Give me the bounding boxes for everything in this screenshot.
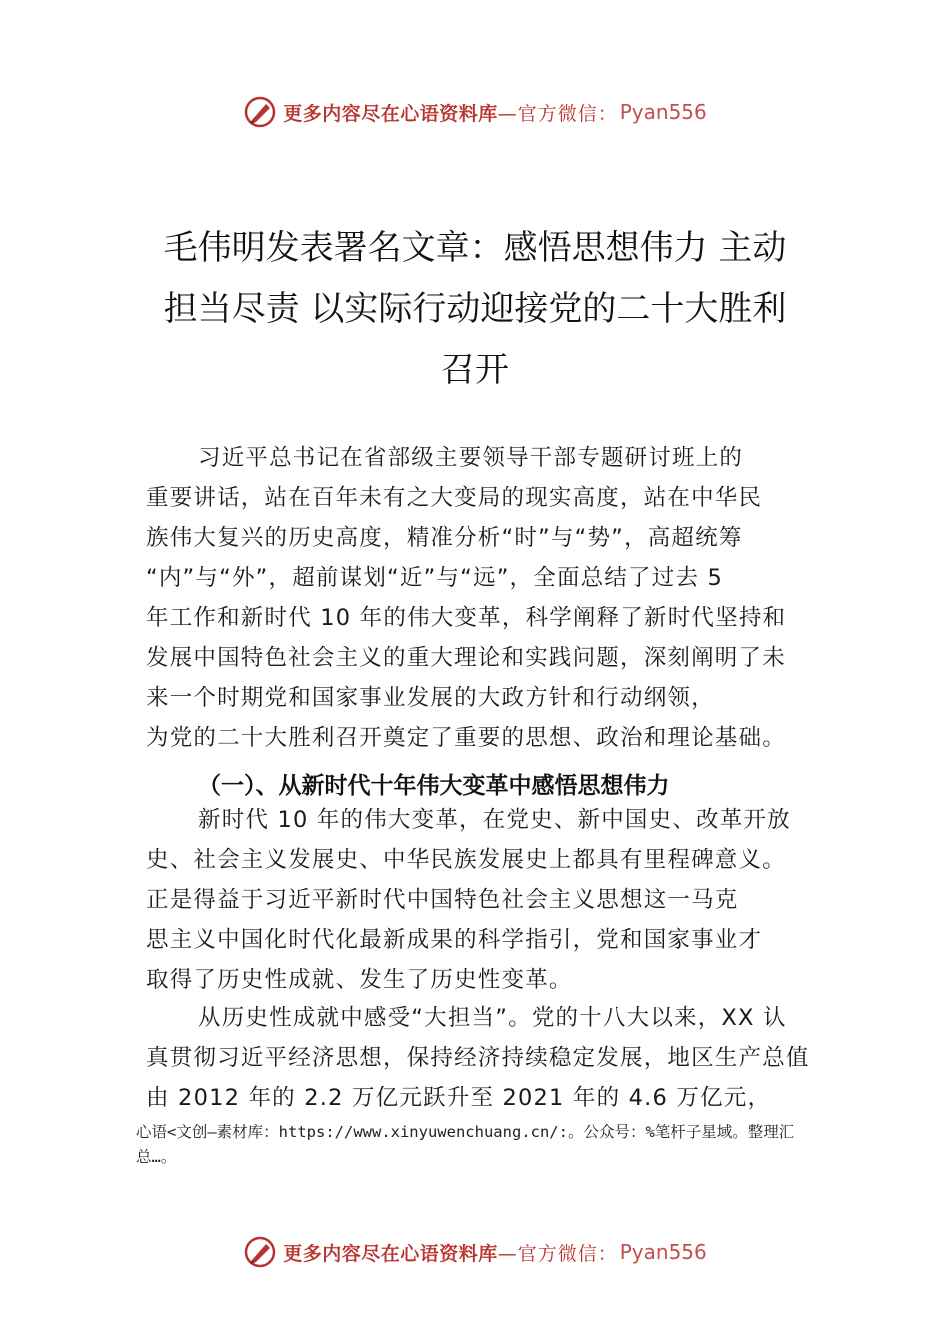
paragraph-line: 习近平总书记在省部级主要领导干部专题研讨班上的 — [198, 445, 744, 471]
source-note-line: 心语<文创—素材库：https://www.xinyuwenchuang.cn/:。公众号：%笔杆子星域。整理汇 — [136, 1123, 795, 1141]
paragraph-line: 重要讲话，站在百年未有之大变局的现实高度，站在中华民 — [146, 485, 763, 511]
banner-wechat-label: —官方微信： — [497, 1242, 618, 1265]
paragraph-line: 为党的二十大胜利召开奠定了重要的思想、政治和理论基础。 — [146, 725, 786, 751]
paragraph-line: 族伟大复兴的历史高度，精准分析“时”与“势”，高超统筹 — [146, 525, 743, 551]
banner-wechat-id: Pyan556 — [619, 1240, 707, 1264]
pen-logo-icon — [243, 1235, 277, 1269]
paragraph-line: 真贯彻习近平经济思想，保持经济持续稳定发展，地区生产总值 — [146, 1045, 810, 1071]
banner-main-text: 更多内容尽在心语资料库 — [283, 102, 498, 125]
section-heading: （一）、从新时代十年伟大变革中感悟思想伟力 — [198, 773, 670, 799]
paragraph-line: 新时代 10 年的伟大变革，在党史、新中国史、改革开放 — [198, 807, 791, 833]
paragraph-achievement — [146, 998, 818, 1118]
source-note-line: 总…。 — [136, 1148, 177, 1166]
paragraph-line: 来一个时期党和国家事业发展的大政方针和行动纲领， — [146, 685, 715, 711]
paragraph-intro — [146, 438, 818, 758]
title-line: 担当尽责 以实际行动迎接党的二十大胜利 — [163, 289, 787, 329]
paragraph-line: 年工作和新时代 10 年的伟大变革，科学阐释了新时代坚持和 — [146, 605, 787, 631]
pen-logo-icon — [243, 95, 277, 129]
title-line: 召开 — [441, 350, 509, 390]
paragraph-line: 正是得益于习近平新时代中国特色社会主义思想这一马克 — [146, 887, 739, 913]
paragraph-reform — [146, 800, 818, 1000]
document-title — [130, 218, 820, 401]
banner-wechat-label: —官方微信： — [497, 102, 618, 125]
paragraph-line: 取得了历史性成就、发生了历史性变革。 — [146, 967, 573, 993]
paragraph-line: “内”与“外”，超前谋划“近”与“远”，全面总结了过去 5 — [146, 565, 724, 591]
paragraph-line: 发展中国特色社会主义的重大理论和实践问题，深刻阐明了未 — [146, 645, 786, 671]
paragraph-line: 由 2012 年的 2.2 万亿元跃升至 2021 年的 4.6 万亿元， — [146, 1085, 772, 1111]
banner-wechat-id: Pyan556 — [619, 100, 707, 124]
paragraph-line: 从历史性成就中感受“大担当”。党的十八大以来，XX 认 — [198, 1005, 787, 1031]
paragraph-line: 思主义中国化时代化最新成果的科学指引，党和国家事业才 — [146, 927, 763, 953]
header-banner — [0, 92, 950, 132]
source-note — [136, 1120, 826, 1170]
banner-main-text: 更多内容尽在心语资料库 — [283, 1242, 498, 1265]
paragraph-line: 史、社会主义发展史、中华民族发展史上都具有里程碑意义。 — [146, 847, 786, 873]
footer-banner — [0, 1232, 950, 1272]
title-line: 毛伟明发表署名文章：感悟思想伟力 主动 — [163, 228, 787, 268]
